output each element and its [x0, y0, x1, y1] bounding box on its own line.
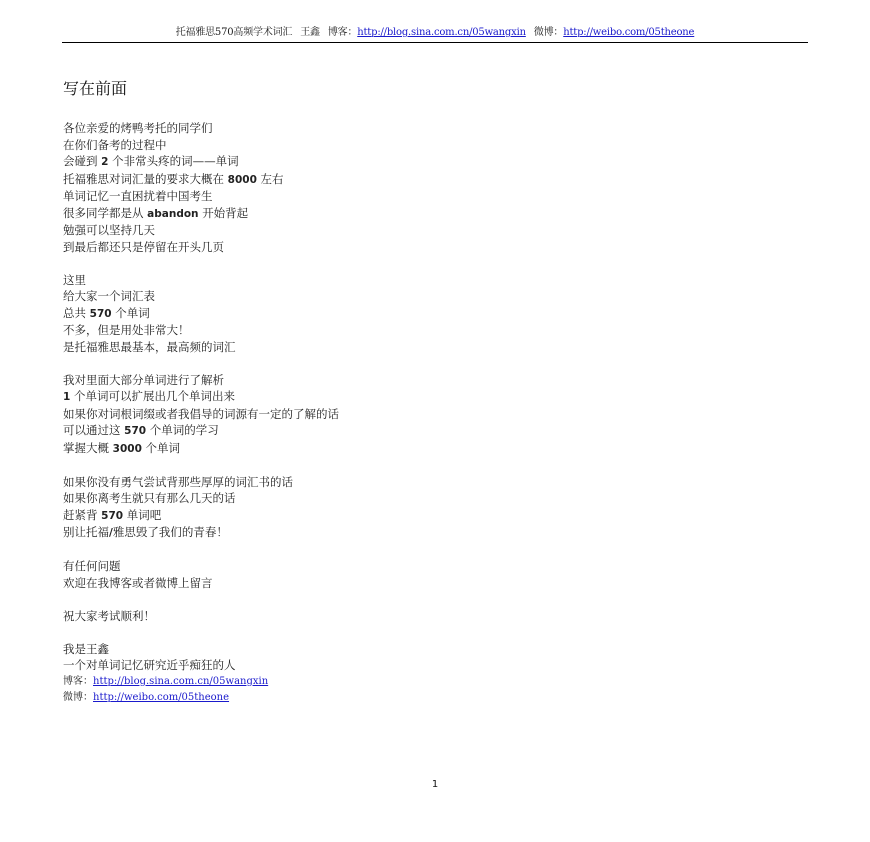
section-title: 写在前面 [63, 79, 128, 98]
header-blog-link[interactable]: http://blog.sina.com.cn/05wangxin [357, 27, 526, 38]
paragraph-analysis [63, 372, 803, 458]
bold-number: 8000 [227, 173, 257, 186]
weibo-label: 微博： [63, 692, 93, 703]
text-line: 我对里面大部分单词进行了解析 [63, 372, 224, 387]
bold-number: 2 [101, 156, 109, 168]
text-line: 总共 570 个单词 [63, 305, 150, 320]
text-line: 这里 [63, 272, 86, 287]
paragraph-word-list [63, 272, 803, 356]
text-line: 到最后都还只是停留在开头几页 [63, 239, 224, 254]
text-line: 不多，但是用处非常大！ [63, 323, 190, 337]
text-line: 会碰到 2 个非常头疼的词——单词 [63, 154, 239, 168]
header-weibo-label: 微博： [533, 27, 564, 38]
header-blog-label: 博客： [327, 27, 358, 38]
bold-number: 3000 [112, 442, 142, 455]
bold-slash: / [109, 527, 113, 539]
text-line: 托福雅思对词汇量的要求大概在 8000 左右 [63, 171, 284, 186]
text-line: 有任何问题 [63, 559, 121, 573]
text-line: 可以通过这 570 个单词的学习 [63, 423, 219, 437]
text-line: 如果你离考生就只有那么几天的话 [63, 491, 236, 505]
paragraph-encourage [63, 474, 803, 542]
page-number: 1 [431, 779, 439, 790]
bold-number: 1 [63, 391, 71, 403]
page-header [62, 26, 808, 43]
text-line: 是托福雅思最基本，最高频的词汇 [63, 339, 236, 354]
header-weibo-link[interactable]: http://weibo.com/05theone [563, 27, 695, 38]
text-line: 掌握大概 3000 个单词 [63, 440, 181, 455]
weibo-line [63, 690, 803, 707]
text-line: 很多同学都是从 abandon 开始背起 [63, 205, 249, 220]
text-line: 各位亲爱的烤鸭考托的同学们 [63, 121, 213, 135]
text-line: 一个对单词记忆研究近乎痴狂的人 [63, 658, 236, 672]
text-line: 别让托福/雅思毁了我们的青春！ [63, 525, 228, 539]
header-author: 王鑫 [300, 27, 320, 38]
paragraph-wishes [63, 608, 803, 625]
bold-number: 570 [89, 307, 112, 320]
bold-word: abandon [147, 207, 199, 220]
blog-line [63, 674, 803, 691]
bold-number: 570 [124, 425, 147, 437]
paragraph-intro [63, 120, 803, 255]
text-line: 如果你没有勇气尝试背那些厚厚的词汇书的话 [63, 474, 293, 489]
text-line: 赶紧背 570 单词吧 [63, 507, 162, 522]
weibo-link[interactable]: http://weibo.com/05theone [93, 692, 230, 703]
bold-number: 570 [101, 509, 124, 522]
text-line: 我是王鑫 [63, 641, 109, 656]
text-line: 1 个单词可以扩展出几个单词出来 [63, 389, 235, 403]
paragraph-signature [63, 641, 803, 707]
body-text [63, 120, 803, 723]
text-line: 祝大家考试顺利！ [63, 608, 155, 623]
text-line: 给大家一个词汇表 [63, 289, 155, 303]
text-line: 单词记忆一直困扰着中国考生 [63, 189, 213, 203]
text-line: 在你们备考的过程中 [63, 137, 167, 152]
text-line: 勉强可以坚持几天 [63, 223, 155, 237]
text-line: 如果你对词根词缀或者我倡导的词源有一定的了解的话 [63, 406, 339, 421]
blog-label: 博客： [63, 675, 93, 687]
text-line: 欢迎在我博客或者微博上留言 [63, 575, 213, 590]
blog-link[interactable]: http://blog.sina.com.cn/05wangxin [93, 675, 269, 687]
header-title: 托福雅思570高频学术词汇 [175, 27, 293, 38]
paragraph-questions [63, 558, 803, 591]
